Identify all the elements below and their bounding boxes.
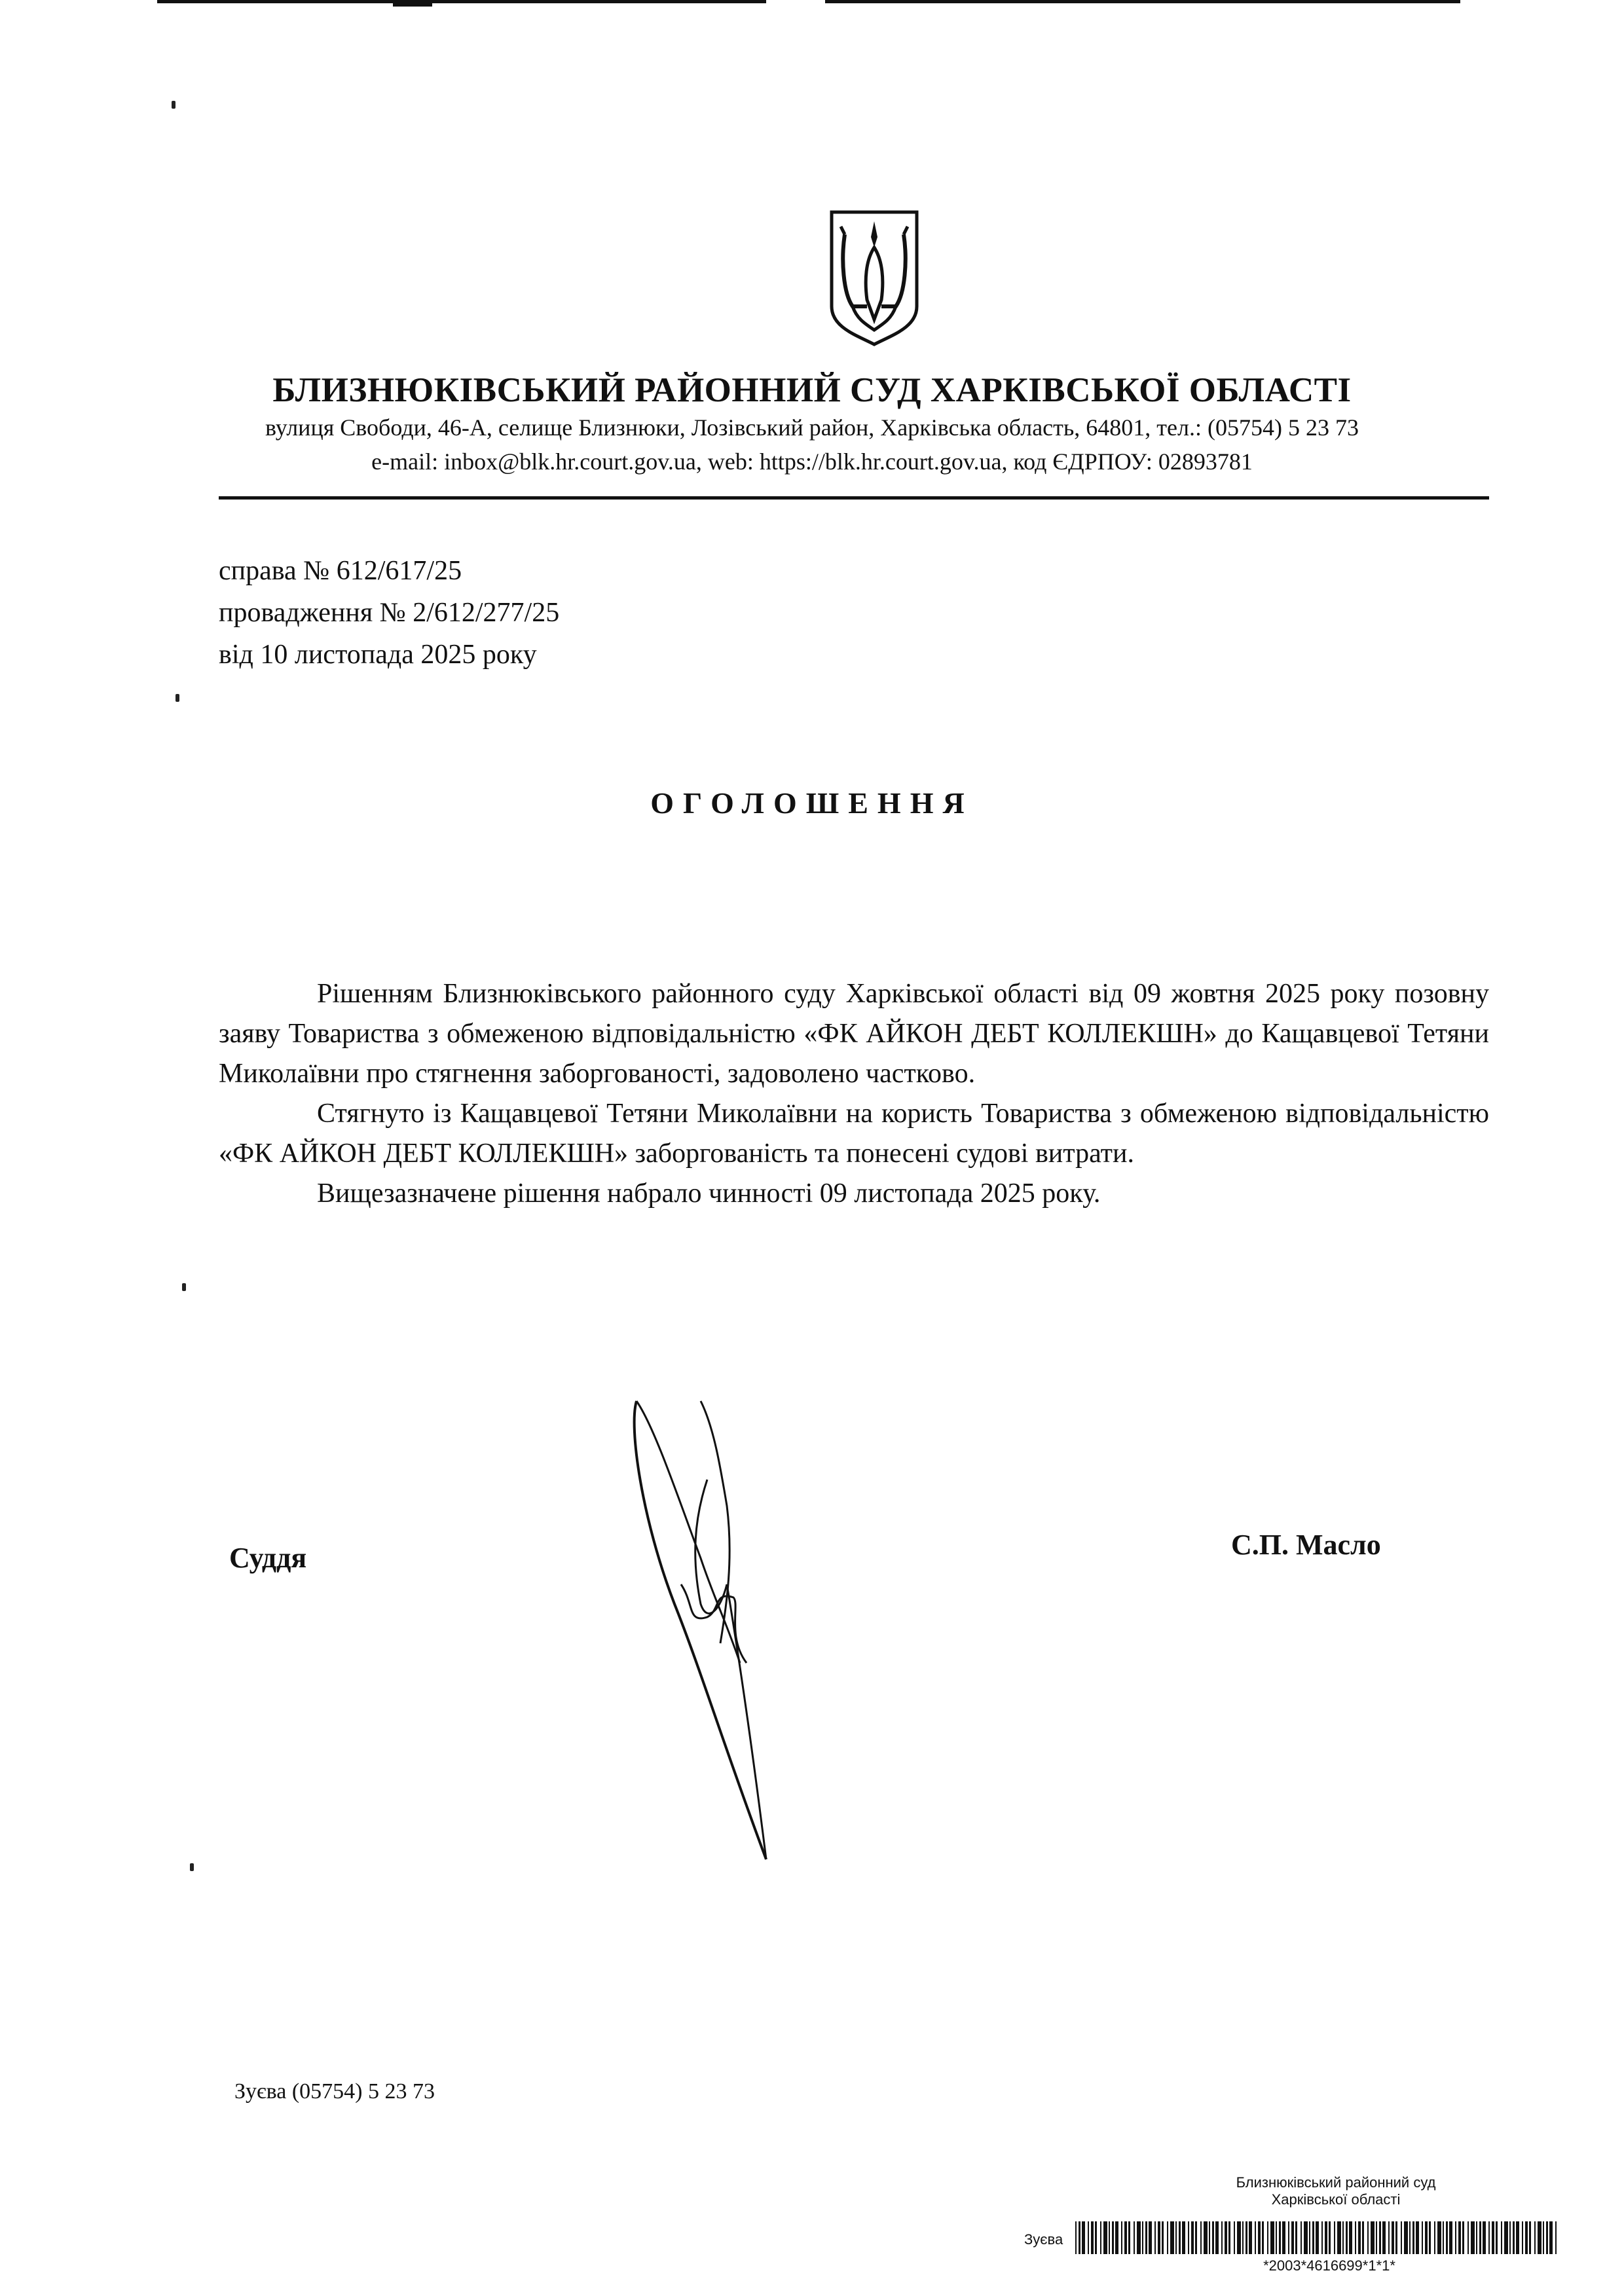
barcode-bar xyxy=(1355,2221,1356,2254)
barcode-bar xyxy=(1258,2221,1261,2254)
barcode-bar xyxy=(1262,2221,1264,2254)
barcode-bar xyxy=(1182,2221,1185,2254)
barcode-bar xyxy=(1395,2221,1397,2254)
barcode-bar xyxy=(1175,2221,1177,2254)
barcode-bar xyxy=(1204,2221,1208,2254)
barcode-bar xyxy=(1379,2221,1381,2254)
barcode-bar xyxy=(1437,2221,1441,2254)
barcode-bar xyxy=(1429,2221,1431,2254)
barcode-bar xyxy=(1154,2221,1156,2254)
court-contacts: e-mail: inbox@blk.hr.court.gov.ua, web: https://blk.hr.court.gov.ua, код ЄДРПОУ: 02893781 xyxy=(371,448,1253,475)
barcode-bar xyxy=(1279,2221,1281,2254)
barcode-bar xyxy=(1543,2221,1544,2254)
scan-edge-mark xyxy=(393,0,432,7)
announcement-paragraph: Вищезазначене рішення набрало чинності 09 листопада 2025 року. xyxy=(317,1178,1101,1209)
barcode-bar xyxy=(1349,2221,1352,2254)
barcode-bar xyxy=(1191,2221,1194,2254)
barcode-bar xyxy=(1276,2221,1277,2254)
barcode-bar xyxy=(1538,2221,1541,2254)
barcode-bar xyxy=(1124,2221,1127,2254)
announcement-paragraph: Рішенням Близнюківського районного суду Харківської області від 09 жовтня 2025 року позовну заяву Товариства з обмеженою відповідальністю «ФК АЙКОН ДЕБТ КОЛЛЕКШН» до Кащавцевої Тетяни Миколаївни про стягнення заборгованості, задоволено частково. xyxy=(219,979,1489,1089)
barcode-bar xyxy=(1179,2221,1181,2254)
barcode-bar xyxy=(1228,2221,1230,2254)
barcode-bar xyxy=(1270,2221,1274,2254)
barcode-bar xyxy=(1388,2221,1390,2254)
barcode-bar xyxy=(1301,2221,1302,2254)
scan-speck xyxy=(175,694,179,702)
barcode-bar xyxy=(1249,2221,1252,2254)
barcode xyxy=(1074,2221,1559,2254)
barcode-bar xyxy=(1362,2221,1364,2254)
barcode-number: *2003*4616699*1*1* xyxy=(1263,2257,1395,2274)
barcode-bar xyxy=(1446,2221,1448,2254)
barcode-bar xyxy=(1137,2221,1141,2254)
barcode-bar xyxy=(1404,2221,1408,2254)
barcode-bar xyxy=(1304,2221,1308,2254)
court-name: БЛИЗНЮКІВСЬКИЙ РАЙОННИЙ СУД ХАРКІВСЬКОЇ ОБЛАСТІ xyxy=(272,371,1352,409)
barcode-bar xyxy=(1476,2221,1477,2254)
barcode-bar xyxy=(1225,2221,1227,2254)
barcode-bar xyxy=(1215,2221,1219,2254)
barcode-bar xyxy=(1167,2221,1168,2254)
barcode-bar xyxy=(1458,2221,1461,2254)
barcode-bar xyxy=(1134,2221,1135,2254)
announcement-body xyxy=(219,974,1489,1214)
barcode-bar xyxy=(1121,2221,1122,2254)
barcode-bar xyxy=(1549,2221,1553,2254)
barcode-bar xyxy=(1100,2221,1101,2254)
barcode-bar xyxy=(1091,2221,1094,2254)
barcode-bar xyxy=(1412,2221,1414,2254)
barcode-bar xyxy=(1371,2221,1375,2254)
barcode-bar xyxy=(1525,2221,1528,2254)
barcode-bar xyxy=(1075,2221,1077,2254)
barcode-bar xyxy=(1295,2221,1297,2254)
barcode-bar xyxy=(1115,2221,1118,2254)
barcode-bar xyxy=(1443,2221,1444,2254)
scan-speck xyxy=(190,1863,194,1871)
header-divider xyxy=(219,496,1489,500)
barcode-bar xyxy=(1291,2221,1294,2254)
barcode-bar xyxy=(1282,2221,1285,2254)
barcode-bar xyxy=(1158,2221,1160,2254)
stamp-author: Зуєва xyxy=(1024,2231,1063,2248)
barcode-bar xyxy=(1488,2221,1490,2254)
document-title: ОГОЛОШЕННЯ xyxy=(650,786,974,820)
barcode-bar xyxy=(1188,2221,1189,2254)
barcode-bar xyxy=(1149,2221,1152,2254)
barcode-bar xyxy=(1509,2221,1511,2254)
barcode-bar xyxy=(1212,2221,1214,2254)
barcode-bar xyxy=(1309,2221,1310,2254)
scan-speck xyxy=(172,101,175,109)
barcode-bar xyxy=(1255,2221,1256,2254)
executor-contact: Зуєва (05754) 5 23 73 xyxy=(234,2079,435,2104)
barcode-bar xyxy=(1555,2221,1557,2254)
barcode-bar xyxy=(1079,2221,1080,2254)
barcode-bar xyxy=(1162,2221,1164,2254)
barcode-bar xyxy=(1088,2221,1089,2254)
barcode-bar xyxy=(1246,2221,1247,2254)
barcode-bar xyxy=(1142,2221,1143,2254)
barcode-bar xyxy=(1422,2221,1423,2254)
barcode-bar xyxy=(1334,2221,1335,2254)
barcode-bar xyxy=(1145,2221,1147,2254)
stamp-court-line: Близнюківський районний суд xyxy=(1236,2174,1436,2191)
barcode-bar xyxy=(1103,2221,1107,2254)
barcode-bar xyxy=(1170,2221,1174,2254)
barcode-bar xyxy=(1425,2221,1428,2254)
scan-speck xyxy=(182,1283,186,1291)
barcode-bar xyxy=(1109,2221,1110,2254)
barcode-bar xyxy=(1376,2221,1377,2254)
barcode-bar xyxy=(1128,2221,1130,2254)
barcode-bar xyxy=(1501,2221,1502,2254)
barcode-bar xyxy=(1112,2221,1114,2254)
scan-edge-mark xyxy=(157,0,766,3)
barcode-bar xyxy=(1234,2221,1235,2254)
barcode-bar xyxy=(1522,2221,1523,2254)
barcode-bar xyxy=(1242,2221,1244,2254)
barcode-bar xyxy=(1434,2221,1435,2254)
barcode-bar xyxy=(1401,2221,1402,2254)
barcode-bar xyxy=(1221,2221,1223,2254)
barcode-bar xyxy=(1082,2221,1085,2254)
barcode-bar xyxy=(1200,2221,1202,2254)
barcode-bar xyxy=(1288,2221,1289,2254)
barcode-bar xyxy=(1237,2221,1241,2254)
barcode-bar xyxy=(1195,2221,1197,2254)
barcode-bar xyxy=(1337,2221,1341,2254)
barcode-bar xyxy=(1504,2221,1508,2254)
barcode-bar xyxy=(1392,2221,1394,2254)
barcode-bar xyxy=(1467,2221,1469,2254)
barcode-bar xyxy=(1409,2221,1411,2254)
barcode-bar xyxy=(1462,2221,1464,2254)
announcement-paragraph: Стягнуто із Кащавцевої Тетяни Миколаївни на користь Товариства з обмеженою відповідальністю «ФК АЙКОН ДЕБТ КОЛЛЕКШН» заборгованість та понесені судові витрати. xyxy=(219,1099,1489,1169)
barcode-bar xyxy=(1367,2221,1369,2254)
barcode-bar xyxy=(1416,2221,1419,2254)
barcode-bar xyxy=(1534,2221,1536,2254)
barcode-bar xyxy=(1358,2221,1361,2254)
barcode-bar xyxy=(1529,2221,1531,2254)
barcode-bar xyxy=(1483,2221,1486,2254)
barcode-bar xyxy=(1267,2221,1268,2254)
case-number: справа № 612/617/25 xyxy=(219,556,462,586)
barcode-bar xyxy=(1342,2221,1344,2254)
barcode-bar xyxy=(1312,2221,1314,2254)
court-address: вулиця Свободи, 46-А, селище Близнюки, Лозівський район, Харківська область, 64801, тел.: (05754) 5 23 73 xyxy=(265,414,1359,441)
barcode-bar xyxy=(1382,2221,1386,2254)
barcode-bar xyxy=(1513,2221,1515,2254)
judge-name: С.П. Масло xyxy=(1231,1529,1381,1561)
barcode-bar xyxy=(1496,2221,1498,2254)
judge-role: Суддя xyxy=(229,1542,307,1574)
registration-stamp xyxy=(1179,2174,1493,2208)
barcode-bar xyxy=(1316,2221,1319,2254)
barcode-bar xyxy=(1325,2221,1327,2254)
barcode-bar xyxy=(1346,2221,1348,2254)
barcode-bar xyxy=(1455,2221,1456,2254)
barcode-bar xyxy=(1209,2221,1210,2254)
proceeding-number: провадження № 2/612/277/25 xyxy=(219,598,560,628)
stamp-region-line: Харківської області xyxy=(1271,2191,1401,2208)
barcode-bar xyxy=(1095,2221,1097,2254)
barcode-bar xyxy=(1492,2221,1494,2254)
barcode-bar xyxy=(1479,2221,1481,2254)
handwritten-signature xyxy=(629,1388,786,1872)
barcode-bar xyxy=(1329,2221,1331,2254)
barcode-bar xyxy=(1449,2221,1452,2254)
barcode-bar xyxy=(1546,2221,1548,2254)
coat-of-arms-icon xyxy=(826,208,922,347)
scan-edge-mark xyxy=(825,0,1460,3)
barcode-bar xyxy=(1516,2221,1519,2254)
barcode-bar xyxy=(1321,2221,1323,2254)
case-date: від 10 листопада 2025 року xyxy=(219,640,537,670)
barcode-bar xyxy=(1471,2221,1475,2254)
